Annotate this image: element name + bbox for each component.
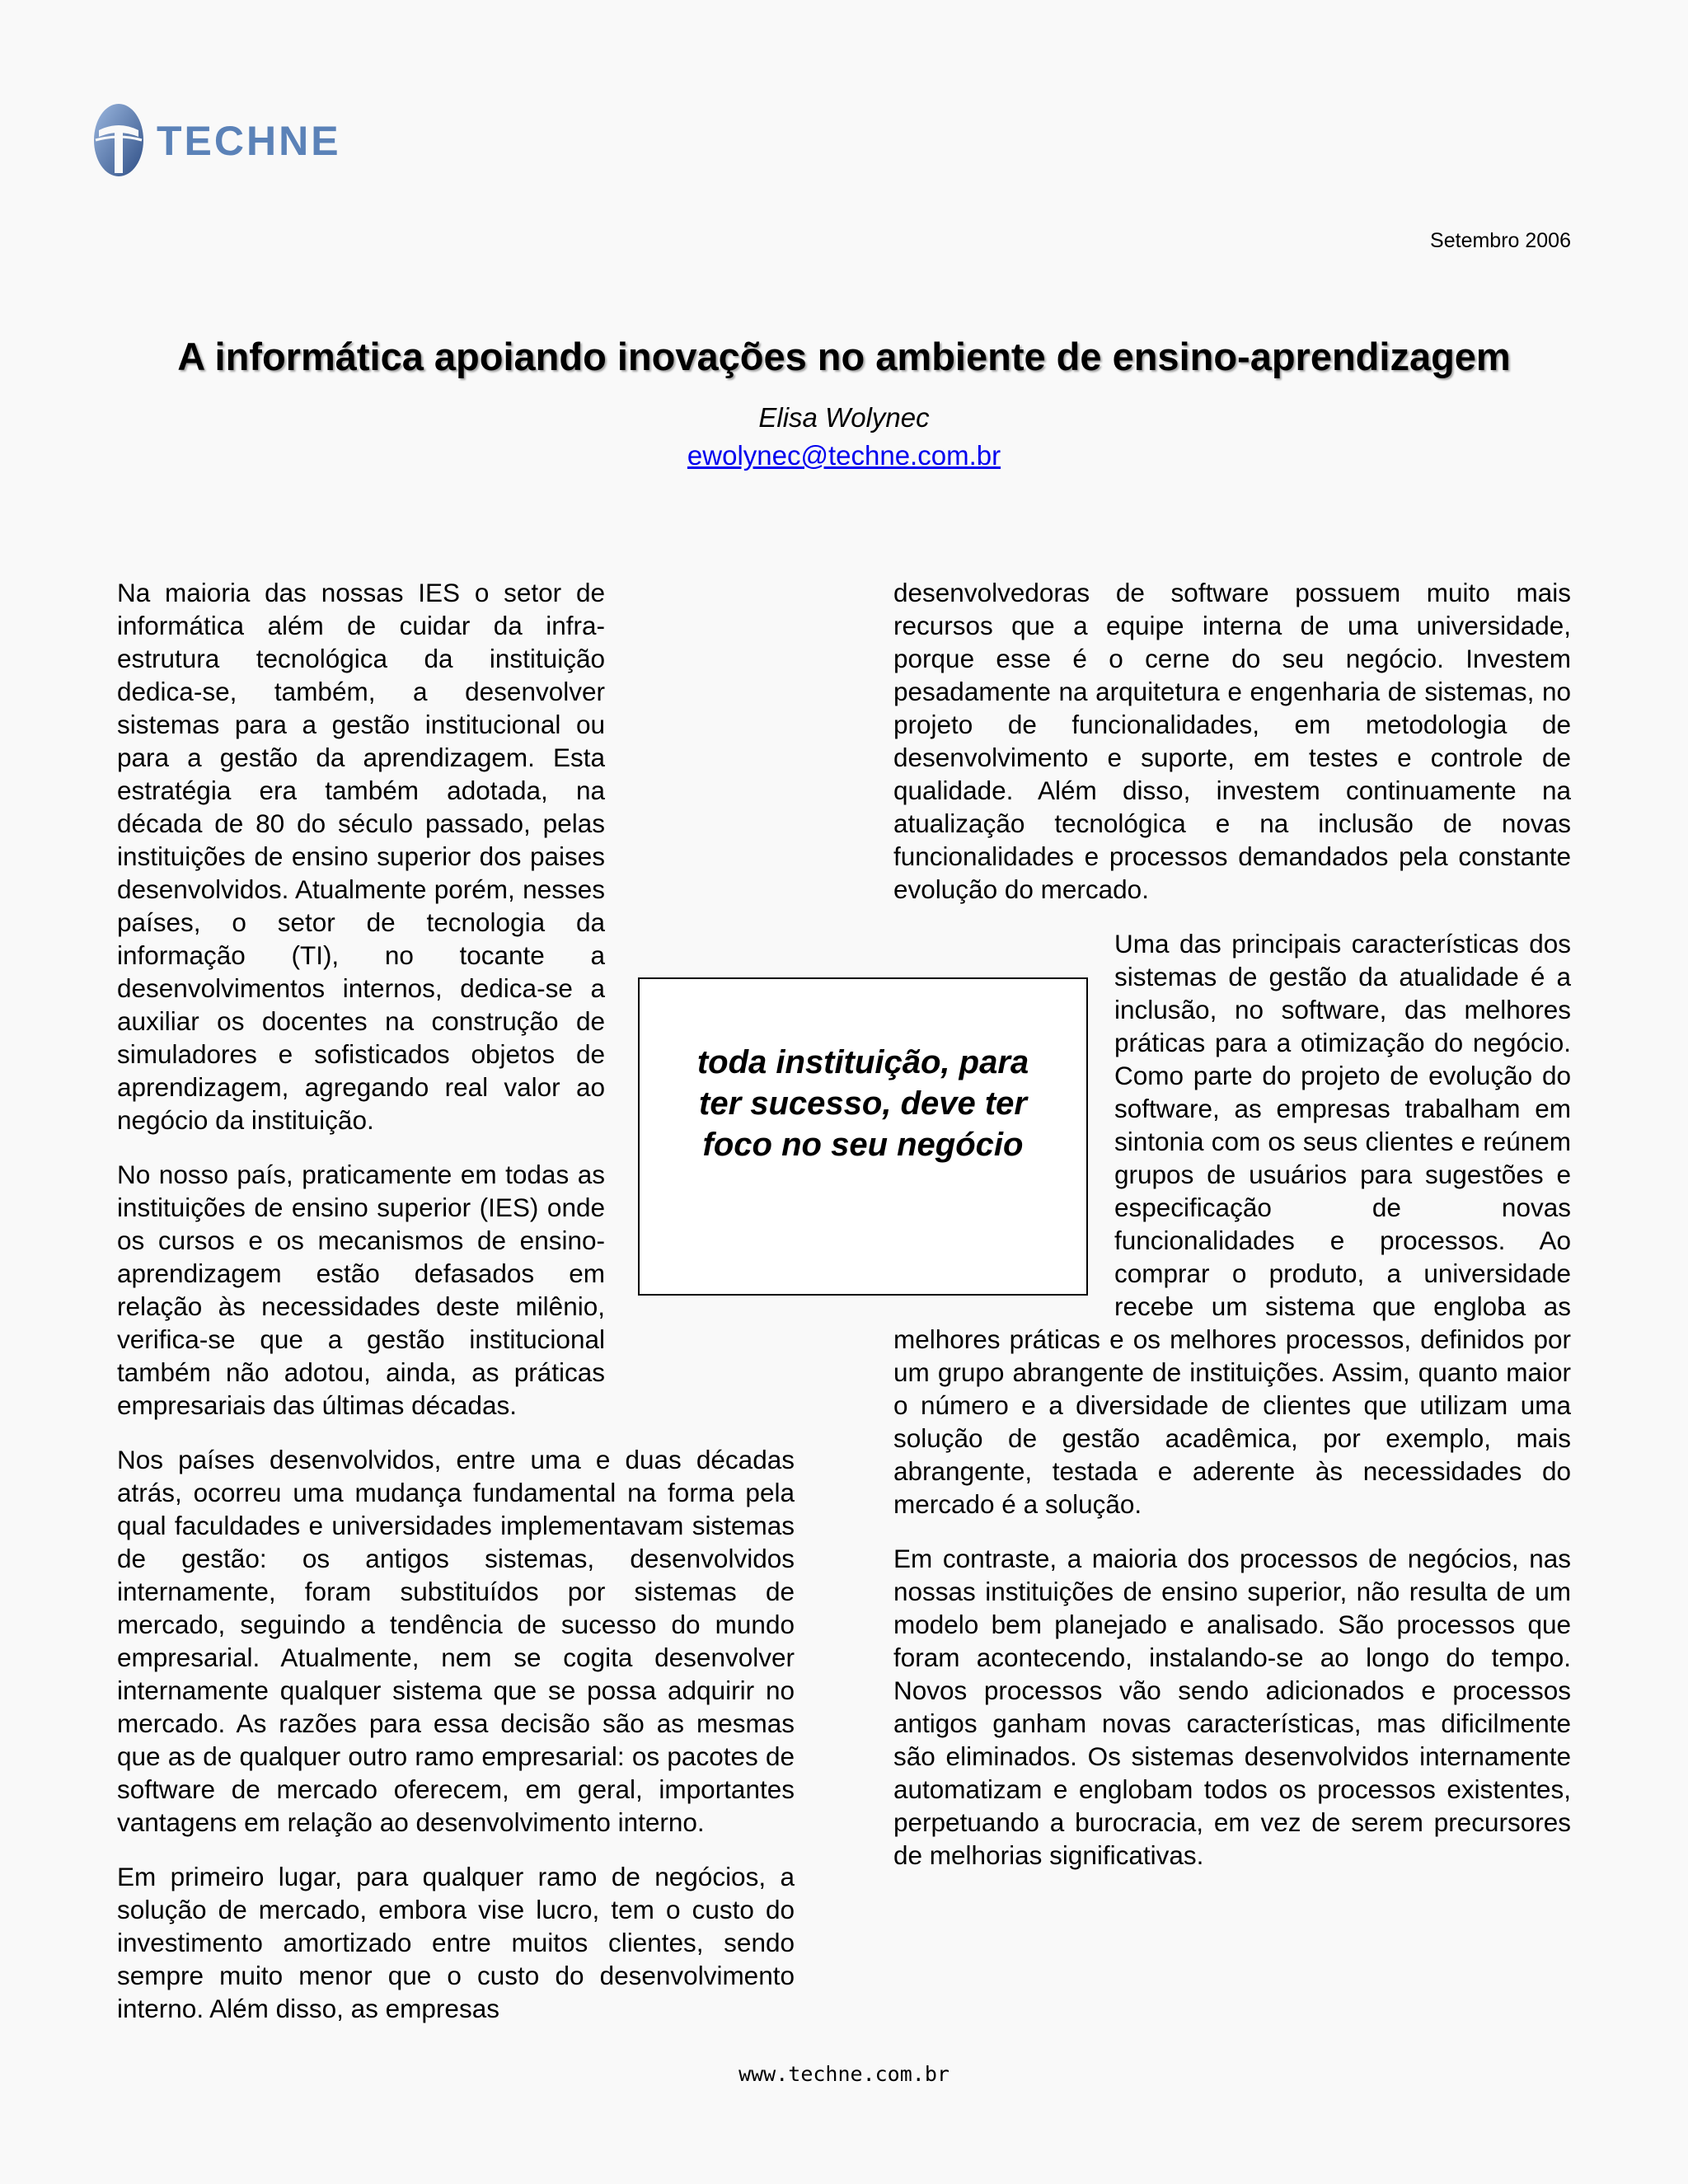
paragraph-6: Em contraste, a maioria dos processos de negócios, nas nossas instituições de ensino superior, não resulta de um modelo bem planejado e analisado. São processos que foram acontecendo, instalando-se ao longo do tempo. Novos processos vão sendo adicionados e processos antigos ganham novas características, mas dificilmente são eliminados. Os sistemas desenvolvidos internamente automatizam e englobam todos os processos existentes, perpetuando a burocracia, em vez de serem precursores de melhorias significativas.: [893, 1544, 1571, 1870]
author-name: Elisa Wolynec: [758, 402, 930, 433]
techne-logo: [92, 99, 373, 181]
article-title: A informática apoiando inovações no ambiente de ensino-aprendizagem: [177, 335, 1511, 378]
paragraph-3: Nos países desenvolvidos, entre uma e duas décadas atrás, ocorreu uma mudança fundamental na forma pela qual faculdades e universidades implementavam sistemas de gestão: os antigos sistemas, desenvolvidos internamente, foram substituídos por sistemas de mercado, seguindo a tendência de sucesso do mundo empresarial. Atualmente, nem se cogita desenvolver internamente qualquer sistema que se possa adquirir no mercado. As razões para essa decisão são as mesmas que as de qualquer outro ramo empresarial: os pacotes de software de mercado oferecem, em geral, importantes vantagens em relação ao desenvolvimento interno.: [117, 1445, 795, 1837]
publication-date: Setembro 2006: [1430, 229, 1571, 252]
paragraph-4-continued: desenvolvedoras de software possuem muito mais recursos que a equipe interna de uma universidade, porque esse é o cerne do seu negócio. Investem pesadamente na arquitetura e engenharia de sistemas, no projeto de funcionalidades, em metodologia de desenvolvimento e suporte, em testes e controle de qualidade. Além disso, investem continuamente na atualização tecnológica e na inclusão de novas funcionalidades e processos demandados pela constante evolução do mercado.: [893, 578, 1571, 904]
pull-quote-box: [638, 977, 1088, 1296]
svg-text:TECHNE: TECHNE: [157, 118, 341, 164]
author-email-link[interactable]: ewolynec@techne.com.br: [687, 440, 1001, 471]
footer-url: www.techne.com.br: [738, 2062, 950, 2086]
paragraph-1: Na maioria das nossas IES o setor de informática além de cuidar da infra-estrutura tecnológica da instituição dedica-se, também, a desenvolver sistemas para a gestão institucional ou para a gestão da aprendizagem. Esta estratégia era também adotada, na década de 80 do século passado, pelas instituições de ensino superior dos paises desenvolvidos. Atualmente porém, nesses países, o setor de tecnologia da informação (TI), no tocante a desenvolvimentos internos, dedica-se a auxiliar os docentes na construção de simuladores e sofisticados objetos de aprendizagem, agregando real valor ao negócio da instituição.: [117, 576, 795, 1137]
paragraph-4: Em primeiro lugar, para qualquer ramo de negócios, a solução de mercado, embora vise lucro, tem o custo do investimento amortizado entre muitos clientes, sendo sempre muito menor que o custo do desenvolvimento interno. Além disso, as empresas: [117, 1862, 795, 2023]
left-column: [117, 576, 795, 2046]
techne-logo-icon: [92, 99, 373, 181]
paragraph-2: No nosso país, praticamente em todas as instituições de ensino superior (IES) onde os cursos e os mecanismos de ensino-aprendizagem estão defasados em relação às necessidades deste milênio, verifica-se que a gestão institucional também não adotou, ainda, as práticas empresariais das últimas décadas.: [117, 1160, 605, 1420]
pull-quote-text: toda instituição, para ter sucesso, deve ter foco no seu negócio: [696, 1044, 1029, 1163]
paragraph-5: Uma das principais características dos sistemas de gestão da atualidade é a inclusão, no software, das melhores práticas para a otimização do negócio. Como parte do projeto de evolução do software, as empresas trabalham em sintonia com os seus clientes e reúnem grupos de usuários para sugestões e especificação de novas funcionalidades e processos. Ao comprar o produto, a universidade recebe um sistema que engloba as melhores práticas e os melhores processos, definidos por um grupo abrangente de instituições. Assim, quanto maior o número e a diversidade de clientes que utilizam uma solução de gestão acadêmica, por exemplo, mais abrangente, testada e aderente às necessidades do mercado é a solução.: [893, 929, 1571, 1519]
author-email: [0, 440, 1688, 471]
